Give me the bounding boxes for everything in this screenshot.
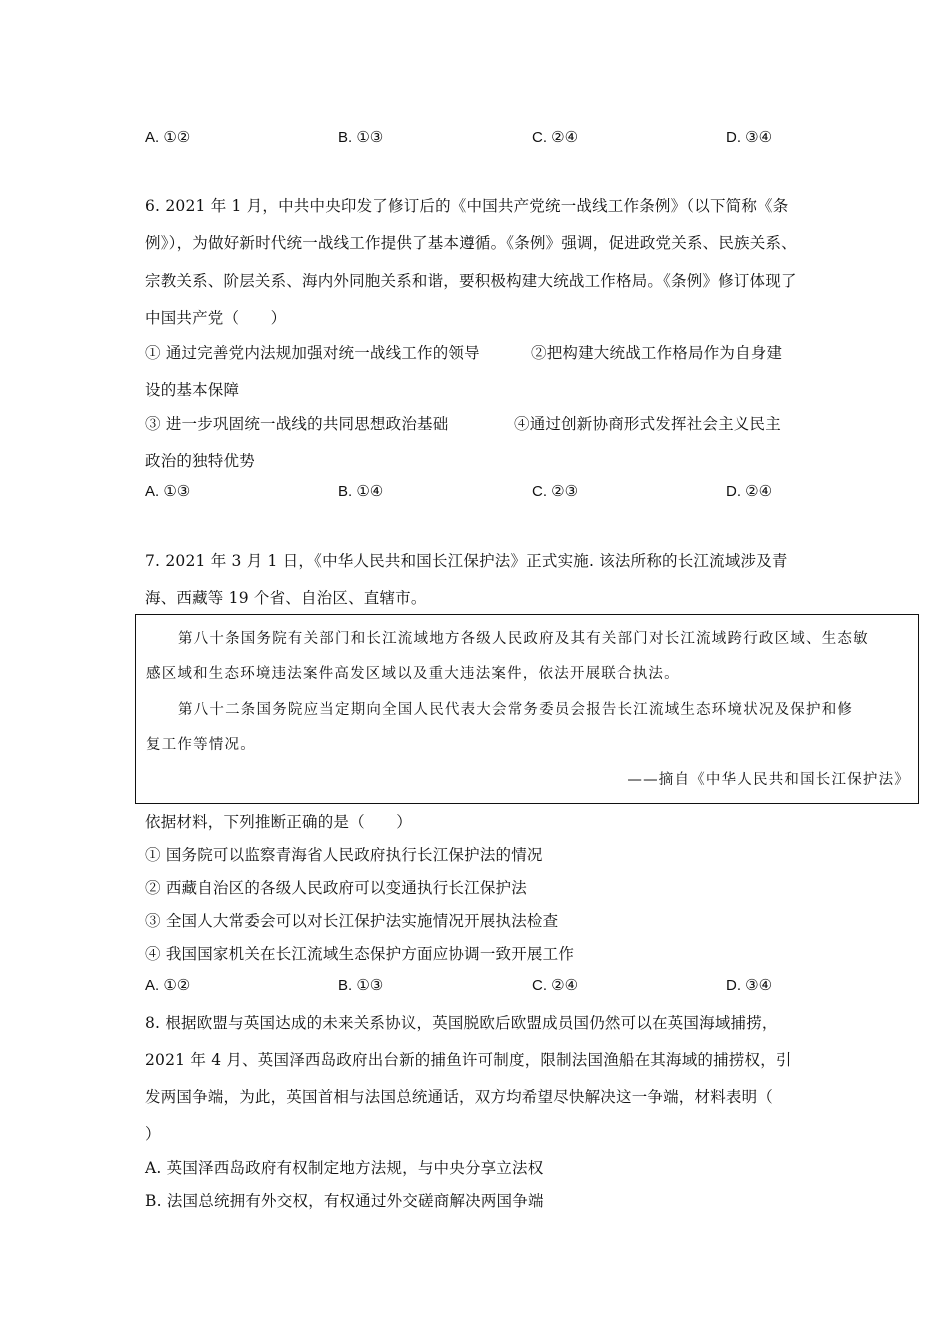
q6-statement-3: ③ 进一步巩固统一战线的共同思想政治基础 <box>145 415 449 433</box>
q5-option-a: A. ①② <box>145 129 191 146</box>
q7-material-line-2: 感区域和生态环境违法案件高发区域以及重大违法案件，依法开展联合执法。 <box>146 666 680 682</box>
q7-material-source: ——摘自《中华人民共和国长江保护法》 <box>627 772 910 788</box>
q5-option-d: D. ③④ <box>726 129 773 146</box>
q7-statement-4: ④ 我国国家机关在长江流域生态保护方面应协调一致开展工作 <box>145 945 575 963</box>
q6-line-4: 中国共产党（ ） <box>145 309 287 327</box>
q6-statement-2: ②把构建大统战工作格局作为自身建 <box>531 344 783 362</box>
q6-option-b: B. ①④ <box>338 483 384 500</box>
q7-question: 依据材料，下列推断正确的是（ ） <box>145 813 412 831</box>
q7-option-c: C. ②④ <box>532 977 579 994</box>
q8-line-2: 2021 年 4 月、英国泽西岛政府出台新的捕鱼许可制度，限制法国渔船在其海域的捕捞权，引 <box>145 1051 792 1069</box>
q7-material-line-1: 第八十条国务院有关部门和长江流域地方各级人民政府及其有关部门对长江流域跨行政区域、生态敏 <box>178 631 869 647</box>
q6-line-1: 6. 2021 年 1 月，中共中央印发了修订后的《中国共产党统一战线工作条例》（以下简称《条 <box>145 197 789 215</box>
q7-line-1: 7. 2021 年 3 月 1 日，《中华人民共和国长江保护法》正式实施. 该法所称的长江流域涉及青 <box>145 552 788 570</box>
q7-option-a: A. ①② <box>145 977 191 994</box>
q5-option-c: C. ②④ <box>532 129 579 146</box>
q8-line-1: 8. 根据欧盟与英国达成的未来关系协议，英国脱欧后欧盟成员国仍然可以在英国海域捕捞， <box>145 1014 778 1032</box>
q6-option-a: A. ①③ <box>145 483 191 500</box>
q6-option-d: D. ②④ <box>726 483 773 500</box>
q6-statement-1: ① 通过完善党内法规加强对统一战线工作的领导 <box>145 344 480 362</box>
q6-option-c: C. ②③ <box>532 483 579 500</box>
q7-option-b: B. ①③ <box>338 977 384 994</box>
q7-line-2: 海、西藏等 19 个省、自治区、直辖市。 <box>145 589 427 607</box>
q6-statement-4: ④通过创新协商形式发挥社会主义民主 <box>514 415 781 433</box>
q7-material-line-3: 第八十二条国务院应当定期向全国人民代表大会常务委员会报告长江流域生态环境状况及保护和修 <box>178 702 854 718</box>
q7-statement-2: ② 西藏自治区的各级人民政府可以变通执行长江保护法 <box>145 879 527 897</box>
q6-statement-4-cont: 政治的独特优势 <box>145 452 255 470</box>
q6-line-3: 宗教关系、阶层关系、海内外同胞关系和谐，要积极构建大统战工作格局。《条例》修订体现了 <box>145 272 797 290</box>
q7-option-d: D. ③④ <box>726 977 773 994</box>
q5-option-b: B. ①③ <box>338 129 384 146</box>
q8-option-a: A. 英国泽西岛政府有权制定地方法规，与中央分享立法权 <box>145 1159 544 1177</box>
q8-line-4: ） <box>145 1125 161 1143</box>
q7-statement-3: ③ 全国人大常委会可以对长江保护法实施情况开展执法检查 <box>145 912 559 930</box>
q8-option-b: B. 法国总统拥有外交权，有权通过外交磋商解决两国争端 <box>145 1192 544 1210</box>
q7-statement-1: ① 国务院可以监察青海省人民政府执行长江保护法的情况 <box>145 846 543 864</box>
q6-line-2: 例》），为做好新时代统一战线工作提供了基本遵循。《条例》强调，促进政党关系、民族关系、 <box>145 234 797 252</box>
q6-statement-2-cont: 设的基本保障 <box>145 381 240 399</box>
q7-material-line-4: 复工作等情况。 <box>146 737 256 753</box>
q8-line-3: 发两国争端，为此，英国首相与法国总统通话，双方均希望尽快解决这一争端，材料表明（ <box>145 1088 774 1106</box>
